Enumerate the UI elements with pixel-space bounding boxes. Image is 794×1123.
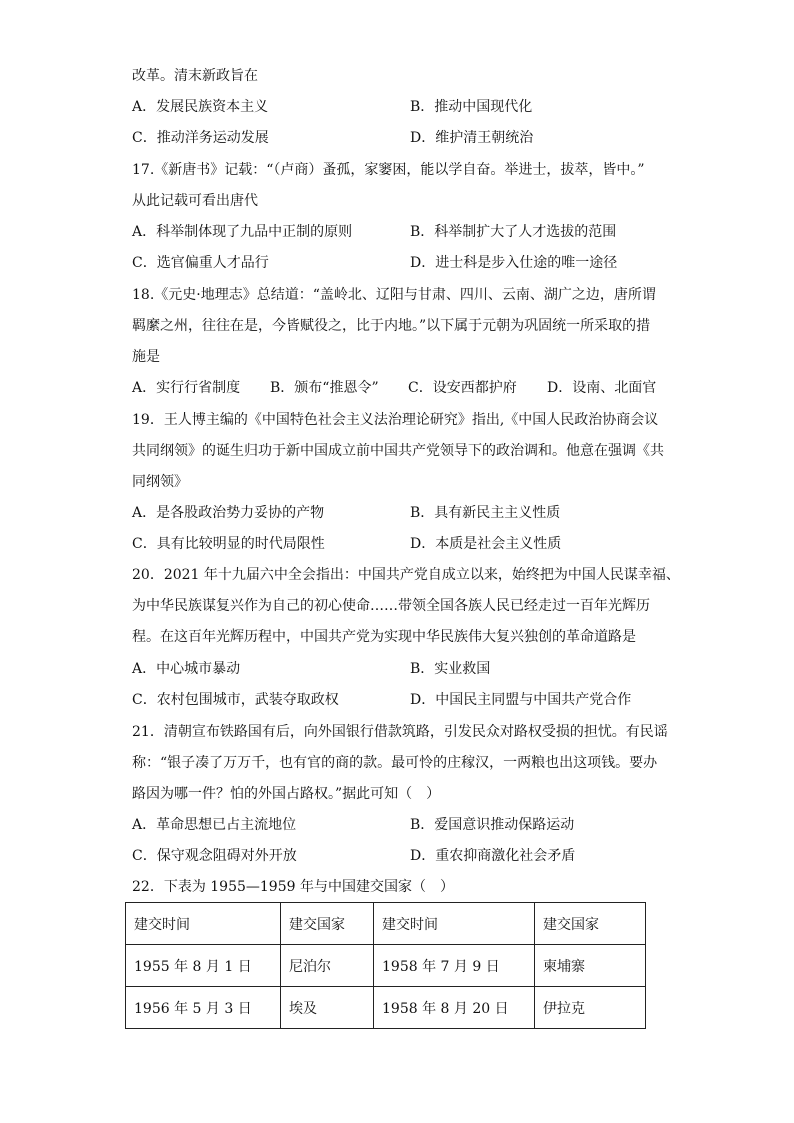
q18-option-a[interactable]: A．实行行省制度 [132, 380, 241, 396]
q21-stem-line: 路因为哪一件？怕的外国占路权。”据此可知（ ） [132, 786, 441, 802]
q17-stem-line: 17.《新唐书》记载：“（卢商）蚤孤，家窭困，能以学自奋。举进士，拔萃，皆中。” [132, 162, 645, 178]
q20-stem-line: 程。在这百年光辉历程中，中国共产党为实现中华民族伟大复兴独创的革命道路是 [132, 629, 636, 645]
q20-option-b[interactable]: B．实业救国 [410, 661, 491, 677]
q19-option-b[interactable]: B．具有新民主主义性质 [410, 505, 561, 521]
q20-option-c[interactable]: C．农村包围城市，武装夺取政权 [132, 692, 339, 708]
q16-option-d[interactable]: D．维护清王朝统治 [410, 130, 534, 146]
table-header-cell: 建交时间 [126, 903, 281, 945]
q20-option-d[interactable]: D．中国民主同盟与中国共产党合作 [410, 692, 632, 708]
table-cell: 1955 年 8 月 1 日 [126, 945, 281, 987]
q17-option-d[interactable]: D．进士科是步入仕途的唯一途径 [410, 255, 618, 271]
table-header-cell: 建交时间 [374, 903, 535, 945]
q19-option-c[interactable]: C．具有比较明显的时代局限性 [132, 536, 325, 552]
q20-stem-line: 为中华民族谋复兴作为自己的初心使命……带领全国各族人民已经走过一百年光辉历 [132, 598, 650, 614]
table-header-row [126, 903, 646, 945]
q16-option-a[interactable]: A．发展民族资本主义 [132, 99, 269, 115]
q20-stem-line: 20．2021 年十九届六中全会指出：中国共产党自成立以来，始终把为中国人民谋幸福、 [132, 567, 680, 583]
q18-option-d[interactable]: D．设南、北面官 [547, 380, 657, 396]
q22-stem: 22．下表为 1955—1959 年与中国建交国家（ ） [132, 879, 454, 895]
q21-stem-line: 称：“银子凑了万万千，也有官的商的款。最可怜的庄稼汉，一两粮也出这项钱。要办 [132, 755, 658, 771]
q19-stem-line: 19．王人博主编的《中国特色社会主义法治理论研究》指出,《中国人民政治协商会议 [132, 412, 659, 428]
q19-option-a[interactable]: A．是各股政治势力妥协的产物 [132, 505, 325, 521]
q21-option-a[interactable]: A．革命思想已占主流地位 [132, 817, 297, 833]
q21-stem-line: 21．清朝宣布铁路国有后，向外国银行借款筑路，引发民众对路权受损的担忧。有民谣 [132, 724, 668, 740]
q18-option-c[interactable]: C．设安西都护府 [408, 380, 517, 396]
table-cell: 埃及 [281, 987, 374, 1029]
q16-option-c[interactable]: C．推动洋务运动发展 [132, 130, 269, 146]
q19-stem-line: 共同纲领》的诞生归功于新中国成立前中国共产党领导下的政治调和。他意在强调《共 [132, 443, 664, 459]
table-cell: 1956 年 5 月 3 日 [126, 987, 281, 1029]
q18-stem-line: 施是 [132, 349, 160, 365]
table-header-cell: 建交国家 [281, 903, 374, 945]
table-cell: 尼泊尔 [281, 945, 374, 987]
q21-option-b[interactable]: B．爱国意识推动保路运动 [410, 817, 575, 833]
table-row [126, 987, 646, 1029]
q20-option-a[interactable]: A．中心城市暴动 [132, 661, 241, 677]
table-header-cell: 建交国家 [535, 903, 646, 945]
table-cell: 伊拉克 [535, 987, 646, 1029]
table-cell: 柬埔寨 [535, 945, 646, 987]
q18-stem-line: 18.《元史·地理志》总结道：“盖岭北、辽阳与甘肃、四川、云南、湖广之边，唐所谓 [132, 287, 656, 303]
q17-option-c[interactable]: C．选官偏重人才品行 [132, 255, 269, 271]
q17-stem-line: 从此记载可看出唐代 [132, 193, 258, 209]
question-16-stem-tail: 改革。清末新政旨在 [132, 68, 258, 84]
q18-stem-line: 羁縻之州，往往在是，今皆赋役之，比于内地。”以下属于元朝为巩固统一所采取的措 [132, 318, 651, 334]
table-cell: 1958 年 7 月 9 日 [374, 945, 535, 987]
q16-option-b[interactable]: B．推动中国现代化 [410, 99, 533, 115]
q17-option-b[interactable]: B．科举制扩大了人才选拔的范围 [410, 224, 617, 240]
q19-option-d[interactable]: D．本质是社会主义性质 [410, 536, 562, 552]
q18-option-b[interactable]: B．颁布“推恩令” [270, 380, 379, 396]
q19-stem-line: 同纲领》 [132, 474, 188, 490]
table-row [126, 945, 646, 987]
q17-option-a[interactable]: A．科举制体现了九品中正制的原则 [132, 224, 353, 240]
table-cell: 1958 年 8 月 20 日 [374, 987, 535, 1029]
q21-option-d[interactable]: D．重农抑商激化社会矛盾 [410, 848, 576, 864]
diplomatic-relations-table [125, 902, 646, 1029]
q21-option-c[interactable]: C．保守观念阻碍对外开放 [132, 848, 297, 864]
